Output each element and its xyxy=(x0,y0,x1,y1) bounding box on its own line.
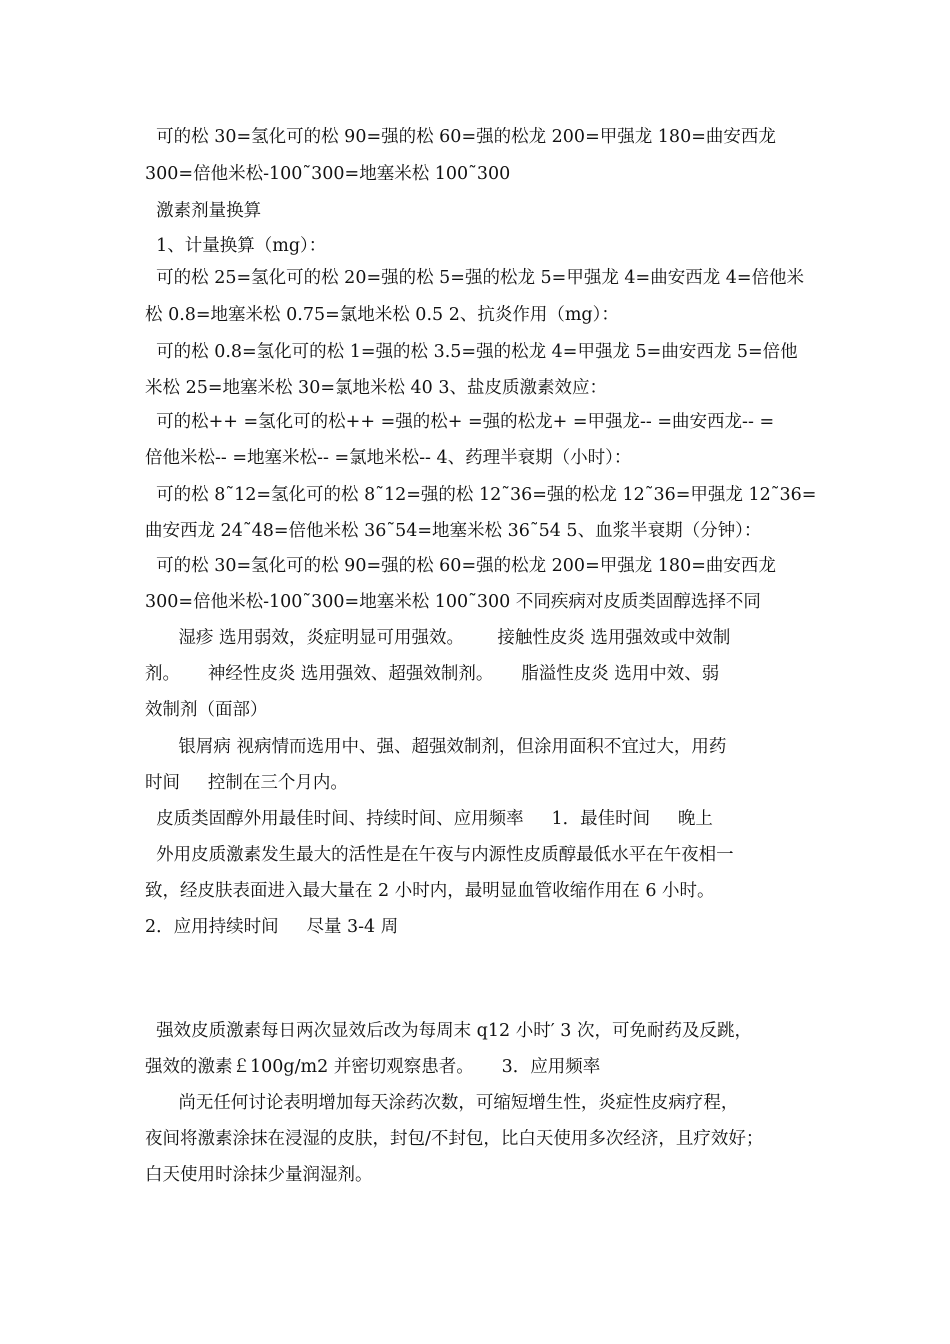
text-line: 可的松 30=氢化可的松 90=强的松 60=强的松龙 200=甲强龙 180=曲安西龙 xyxy=(145,556,776,576)
text-line: 300=倍他米松-100˜300=地塞米松 100˜300 不同疾病对皮质类固醇选择不同 xyxy=(145,592,761,612)
text-line: 300=倍他米松-100˜300=地塞米松 100˜300 xyxy=(145,164,511,184)
text-line: 倍他米松-- =地塞米松-- =氯地米松-- 4、药理半衰期（小时）： xyxy=(145,448,632,468)
text-line: 可的松++ =氢化可的松++ =强的松+ =强的松龙+ =甲强龙-- =曲安西龙-- = xyxy=(145,412,775,432)
subsection-heading: 1、计量换算（mg）： xyxy=(145,236,327,256)
text-line: 外用皮质激素发生最大的活性是在午夜与内源性皮质醇最低水平在午夜相一 xyxy=(145,845,734,865)
text-line: 曲安西龙 24˜48=倍他米松 36˜54=地塞米松 36˜54 5、血浆半衰期（分钟）： xyxy=(145,521,762,541)
text-line: 强效皮质激素每日两次显效后改为每周末 q12 小时′ 3 次，可免耐药及反跳， xyxy=(145,1021,752,1041)
text-line: 可的松 30=氢化可的松 90=强的松 60=强的松龙 200=甲强龙 180=曲安西龙 xyxy=(145,127,776,147)
text-line: 可的松 0.8=氢化可的松 1=强的松 3.5=强的松龙 4=甲强龙 5=曲安西龙 5=倍他 xyxy=(145,342,798,362)
text-line: 尚无任何讨论表明增加每天涂药次数，可缩短增生性，炎症性皮病疗程， xyxy=(145,1093,739,1113)
text-line: 湿疹 选用弱效，炎症明显可用强效。 接触性皮炎 选用强效或中效制 xyxy=(145,628,731,648)
text-line: 米松 25=地塞米松 30=氯地米松 40 3、盐皮质激素效应： xyxy=(145,378,608,398)
text-line: 致，经皮肤表面进入最大量在 2 小时内，最明显血管收缩作用在 6 小时。 xyxy=(145,881,715,901)
text-line: 强效的激素￡100g/m2 并密切观察患者。 3．应用频率 xyxy=(145,1057,601,1077)
text-line: 2．应用持续时间 尽量 3-4 周 xyxy=(145,917,399,937)
text-line: 夜间将激素涂抹在浸湿的皮肤，封包/不封包，比白天使用多次经济，且疗效好； xyxy=(145,1129,764,1149)
text-line: 时间 控制在三个月内。 xyxy=(145,773,348,793)
text-line: 银屑病 视病情而选用中、强、超强效制剂，但涂用面积不宜过大，用药 xyxy=(145,737,727,757)
section-heading: 激素剂量换算 xyxy=(145,201,262,221)
text-line: 可的松 8˜12=氢化可的松 8˜12=强的松 12˜36=强的松龙 12˜36=甲强龙 12˜36= xyxy=(145,485,817,505)
text-line: 剂。 神经性皮炎 选用强效、超强效制剂。 脂溢性皮炎 选用中效、弱 xyxy=(145,664,720,684)
text-line: 效制剂（面部） xyxy=(145,700,268,720)
text-line: 可的松 25=氢化可的松 20=强的松 5=强的松龙 5=甲强龙 4=曲安西龙 4=倍他米 xyxy=(145,268,805,288)
text-line: 皮质类固醇外用最佳时间、持续时间、应用频率 1．最佳时间 晚上 xyxy=(145,809,713,829)
text-line: 白天使用时涂抹少量润湿剂。 xyxy=(145,1165,373,1185)
text-line: 松 0.8=地塞米松 0.75=氯地米松 0.5 2、抗炎作用（mg）： xyxy=(145,305,619,325)
